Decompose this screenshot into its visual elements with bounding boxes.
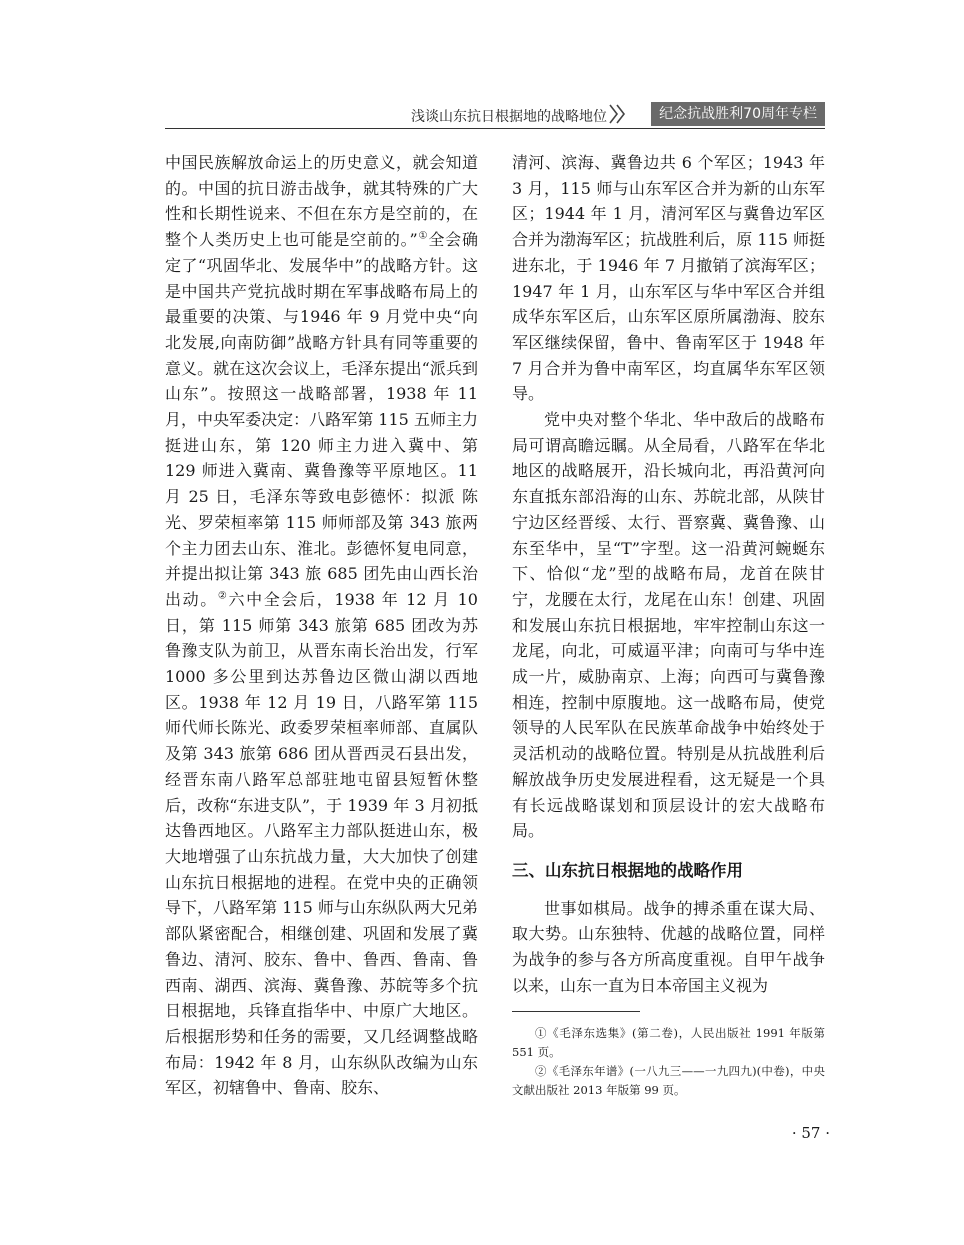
article-title: 浅谈山东抗日根据地的战略地位 (411, 109, 607, 125)
body-paragraph: 世事如棋局。战争的搏杀重在谋大局、取大势。山东独特、优越的战略位置，同样为战争的参与各方所高度重视。自甲午战争以来，山东一直为日本帝国主义视为 (512, 898, 825, 995)
column-banner: 纪念抗战胜利70周年专栏 (651, 102, 825, 126)
page-number: · 57 · (791, 1124, 830, 1142)
footnote-divider (512, 1011, 640, 1012)
running-header (165, 100, 825, 130)
header-rule (165, 128, 825, 129)
body-paragraph: 清河、滨海、冀鲁边共 6 个军区；1943 年 3 月，115 师与山东军区合并为新的山东军区；1944 年 1 月，清河军区与冀鲁边军区合并为渤海军区；抗战胜利后，原 115 师挺进东北，于 1946 年 7 月撤销了滨海军区；1947 年 1 月，山东军区与华中军区合并组成华东军区后，山东军区原所属渤海、胶东军区继续保留，鲁中、鲁南军区于 1948 年 7 月合并为鲁中南军区，均直属华东军区领导。 (512, 153, 825, 404)
text-run: 中国民族解放命运上的历史意义，就会知道的。中国的抗日游击战争，就其特殊的广大性和长期性说来、不但在东方是空前的，在整个人类历史上也可能是空前的。” (165, 153, 478, 250)
footnote-1: ①《毛泽东选集》(第二卷)，人民出版社 1991 年版第 551 页。 (512, 1026, 825, 1059)
left-column (165, 150, 478, 1101)
footnotes (512, 1024, 825, 1100)
body-paragraph: 党中央对整个华北、华中敌后的战略布局可谓高瞻远瞩。从全局看，八路军在华北地区的战略展开，沿长城向北，再沿黄河向东直抵东部沿海的山东、苏皖北部，从陕甘宁边区经晋绥、太行、晋察冀、冀鲁豫、山东至华中，呈“T”字型。这一沿黄河蜿蜒东下、恰似“龙”型的战略布局，龙首在陕甘宁，龙腰在太行，龙尾在山东！创建、巩固和发展山东抗日根据地，牢牢控制山东这一龙尾，向北，可威逼平津；向南可与华中连成一片，威胁南京、上海；向西可与冀鲁豫相连，控制中原腹地。这一战略布局，使党领导的人民军队在民族革命战争中始终处于灵活机动的战略位置。特别是从抗战胜利后解放战争历史发展进程看，这无疑是一个具有长远战略谋划和顶层设计的宏大战略布局。 (512, 410, 825, 841)
body-paragraph (165, 150, 478, 1101)
text-run: 六中全会后，1938 年 12 月 10 日，第 115 师第 343 旅第 685 团改为苏鲁豫支队为前卫，从晋东南长治出发，行军 1000 多公里到达苏鲁边区微山湖以西地区。1938 年 12 月 19 日，八路军第 115 师代师长陈光、政委罗荣桓率师部、直属队及第 343 旅第 686 团从晋西灵石县出发，经晋东南八路军总部驻地屯留县短暂休整后，改称“东进支队”，于 1939 年 3 月初抵达鲁西地区。八路军主力部队挺进山东，极大地增强了山东抗战力量，大大加快了创建山东抗日根据地的进程。在党中央的正确领导下，八路军第 115 师与山东纵队两大兄弟部队紧密配合，相继创建、巩固和发展了冀鲁边、清河、胶东、鲁中、鲁西、鲁南、鲁西南、湖西、滨海、冀鲁豫、苏皖等多个抗日根据地，兵锋直指华中、中原广大地区。后根据形势和任务的需要，又几经调整战略布局：1942 年 8 月，山东纵队改编为山东军区，初辖鲁中、鲁南、胶东、 (165, 589, 478, 1098)
footnote-ref: ① (417, 230, 429, 242)
footnote-2: ②《毛泽东年谱》(一八九三——一九四九)(中卷)，中央文献出版社 2013 年版第 99 页。 (512, 1064, 825, 1097)
footnote-ref: ② (217, 590, 229, 602)
right-column (512, 150, 825, 999)
section-heading: 三、山东抗日根据地的战略作用 (512, 860, 743, 880)
text-run: 全会确定了“巩固华北、发展华中”的战略方针。这是中国共产党抗战时期在军事战略布局上的最重要的决策、与1946 年 9 月党中央“向北发展,向南防御”战略方针具有同等重要的意义。就在这次会议上，毛泽东提出“派兵到山东”。按照这一战略部署，1938 年 11 月，中央军委决定：八路军第 115 五师主力挺进山东，第 120 师主力进入冀中、第 129 师进入冀南、冀鲁豫等平原地区。11 月 25 日，毛泽东等致电彭德怀：拟派 陈光、罗荣桓率第 115 师师部及第 343 旅两个主力团去山东、淮北。彭德怀复电同意，并提出拟让第 343 旅 685 团先由山西长治出动。 (165, 230, 478, 609)
double-chevron-icon (607, 102, 629, 126)
